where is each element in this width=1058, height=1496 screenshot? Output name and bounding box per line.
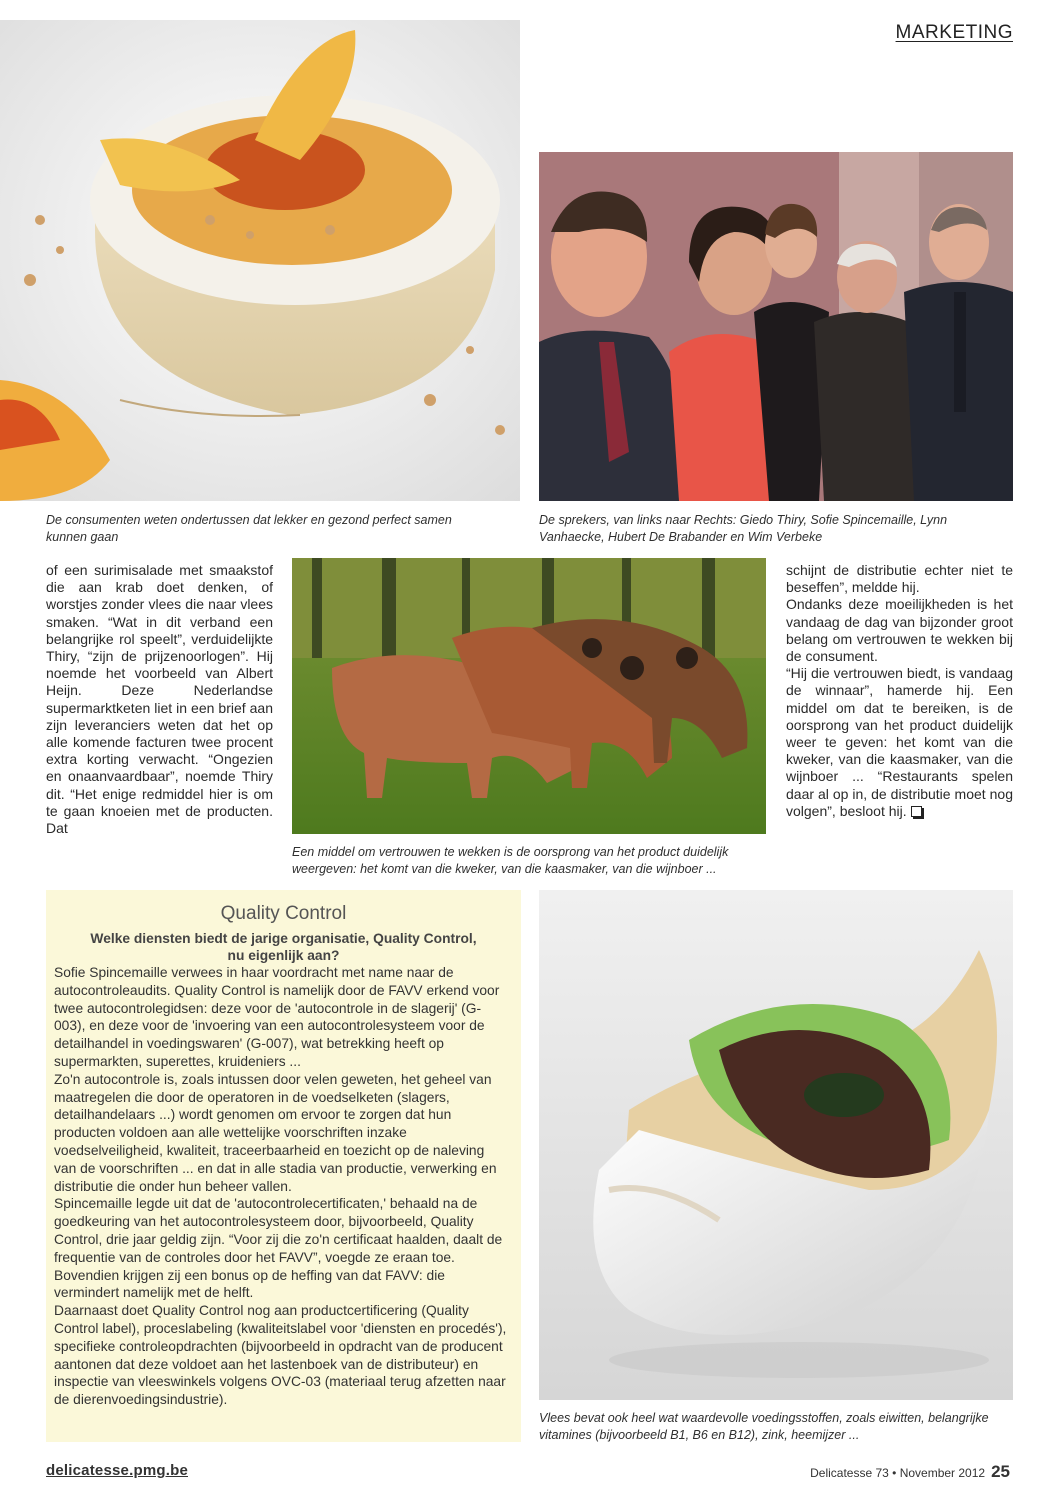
box-paragraph: Spincemaille legde uit dat de 'autocontrolecertificaten,' behaald na de goedkeuring van het autocontrolesysteem door, bijvoorbeeld, Quality Control, drie jaar geldig zijn. “Voor zij die zo'n certificaat haalden, daalt de frequentie van de controles door het FAVV”, voegde ze eraan toe. Bovendien krijgen zij een bonus op de heffing van dat FAVV: die vermindert namelijk met de helft. [54, 1196, 503, 1301]
page-number: 25 [991, 1462, 1010, 1481]
footer-issue-text: Delicatesse 73 • November 2012 [810, 1466, 986, 1480]
sandwich-caption: Vlees bevat ook heel wat waardevolle voedingsstoffen, zoals eiwitten, belangrijke vitamines (bijvoorbeeld B1, B6 en B12), zink, heemijzer ... [539, 1411, 989, 1442]
article-paragraph: schijnt de distributie echter niet te beseffen”, meldde hij. [786, 562, 1013, 596]
article-column-left [46, 562, 273, 837]
article-paragraph [786, 665, 1013, 820]
sandwich-photo [539, 890, 1013, 1400]
article-paragraph-text: “Hij die vertrouwen biedt, is vandaag de winnaar”, hamerde hij. Een middel om dat te bereiken, is de oorsprong van het product duidelijk weer te geven: het komt van die kweker, van die kaasmaker, van die wijnboer ... “Restaurants spelen daar al op in, de distributie moet nog volgen”, besloot hij. [786, 665, 1013, 819]
article-paragraph: Ondanks deze moeilijkheden is het vandaag de dag van bijzonder groot belang om vertrouwen te wekken bij de consument. [786, 596, 1013, 665]
box-title: Quality Control [220, 903, 347, 924]
end-mark-icon [911, 806, 922, 817]
article-paragraph: of een surimisalade met smaakstof die aan krab doet denken, of worstjes zonder vlees die naar vlees smaken. “Wat in dit verband een belangrijke rol speelt”, verduidelijkte Thiry, “zijn de prijzenoorlogen”. Hij noemde het voorbeeld van Albert Heijn. Deze Nederlandse supermarktketen liet in een brief aan zijn leveranciers weten dat het op alle komende facturen twee procent extra korting verwacht. “Ongezien en onaanvaardbaar”, noemde Thiry dit. “Het enige redmiddel hier is om te gaan knoeien met de producten. Dat [46, 562, 273, 837]
speakers-caption: De sprekers, van links naar Rechts: Giedo Thiry, Sofie Spincemaille, Lynn Vanhaecke, Hubert De Brabander en Wim Verbeke [539, 513, 948, 544]
box-paragraph: Zo'n autocontrole is, zoals intussen door velen geweten, het geheel van maatregelen die door de operatoren in de voedselketen (slagers, detailhandelaars ...) wordt genomen om ervoor te zorgen dat hun producten voldoen aan alle wettelijke voorschriften inzake voedselveiligheid, kwaliteit, traceerbaarheid en toezicht op de naleving van de voorschriften ... en dat in alle stadia van productie, verwerking en distributie die onder hun beheer vallen. [54, 1071, 497, 1194]
camembert-photo [0, 20, 520, 501]
section-label: MARKETING [895, 22, 1013, 43]
box-body [46, 964, 521, 1409]
box-paragraph: Sofie Spincemaille verwees in haar voordracht met name naar de autocontroleaudits. Quality Control is namelijk door de FAVV erkend voor twee autocontrolegidsen: deze voor de 'autocontrole in de slagerij' (G-003), en deze voor de 'invoering van een autocontrolesysteem voor de detailhandel in voedingswaren' (G-007), wat betrekking heeft op supermarkten, superettes, kruideniers ... [54, 965, 500, 1069]
box-paragraph: Daarnaast doet Quality Control nog aan productcertificering (Quality Control label), proceslabeling (kwaliteitslabel voor 'diensten en procedés'), specifieke controleopdrachten (bijvoorbeeld in opdracht van de producent aantonen dat deze voldoet aan het lastenboek van de distributeur) en inspectie van vleeswinkels volgens OVC-03 (materiaal terug afzetten naar de dierenvoedingsindustrie). [54, 1303, 507, 1408]
footer-issue [810, 1462, 1010, 1482]
pigs-photo [292, 558, 766, 834]
article-column-right [786, 562, 1013, 820]
footer-website-link[interactable]: delicatesse.pmg.be [46, 1462, 188, 1479]
box-subtitle: Welke diensten biedt de jarige organisatie, Quality Control, nu eigenlijk aan? [90, 931, 477, 963]
speakers-photo [539, 152, 1013, 501]
camembert-caption: De consumenten weten ondertussen dat lekker en gezond perfect samen kunnen gaan [46, 513, 452, 544]
quality-control-box [46, 890, 521, 1442]
pigs-caption: Een middel om vertrouwen te wekken is de oorsprong van het product duidelijk weergeven: het komt van die kweker, van die kaasmaker, van die wijnboer ... [292, 845, 729, 876]
